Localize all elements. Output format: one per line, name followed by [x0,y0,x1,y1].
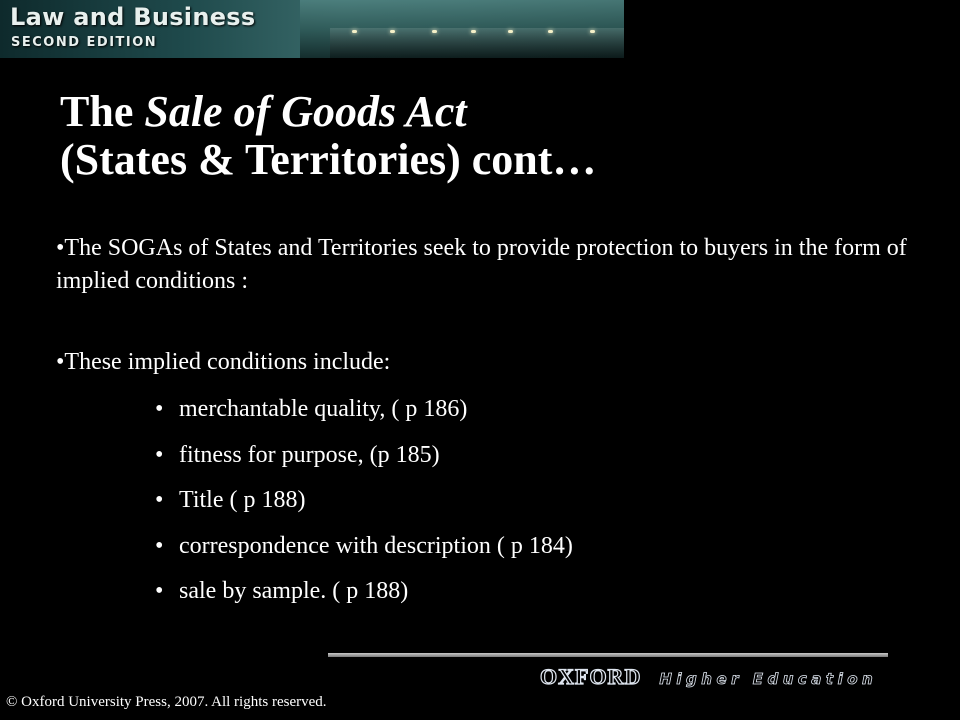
condition-text: merchantable quality, ( p 186) [179,396,468,422]
bullet-icon: • [155,396,164,422]
slide-title [60,88,596,183]
conditions-list [155,394,573,622]
footer-divider [328,653,888,657]
title-act-name: Sale of Goods Act [144,87,467,136]
conditions-heading-text: These implied conditions include: [64,349,391,375]
banner-light [508,30,513,33]
brand-name: OXFORD [540,664,642,689]
intro-paragraph [56,232,916,298]
banner-light [548,30,553,33]
list-item [155,440,573,486]
conditions-heading [56,346,916,379]
copyright-notice: © Oxford University Press, 2007. All rights reserved. [6,694,327,710]
condition-text: sale by sample. ( p 188) [179,578,409,604]
bullet-icon: • [56,349,65,375]
bullet-icon: • [155,487,164,513]
bullet-icon: • [56,235,65,261]
condition-text: correspondence with description ( p 184) [179,532,573,559]
oxford-logo [540,664,877,688]
bullet-icon: • [155,532,164,559]
book-title: Law and Business [10,3,256,31]
book-edition: SECOND EDITION [11,35,158,50]
banner-light [590,30,595,33]
list-item [155,485,573,531]
book-banner [0,0,624,58]
title-prefix: The [60,87,145,136]
banner-light [352,30,357,33]
banner-light [471,30,476,33]
condition-text: fitness for purpose, (p 185) [179,441,440,468]
banner-light [390,30,395,33]
list-item [155,531,573,577]
list-item [155,394,573,440]
bullet-icon: • [155,578,164,604]
list-item [155,576,573,622]
banner-light [432,30,437,33]
intro-text: The SOGAs of States and Territories seek to provide protection to buyers in the form of implied conditions : [56,235,907,295]
brand-tagline: Higher Education [659,670,878,688]
title-line-2: (States & Territories) cont… [60,134,597,184]
condition-text: Title ( p 188) [179,487,306,513]
banner-road-image [330,28,624,58]
bullet-icon: • [155,441,164,468]
